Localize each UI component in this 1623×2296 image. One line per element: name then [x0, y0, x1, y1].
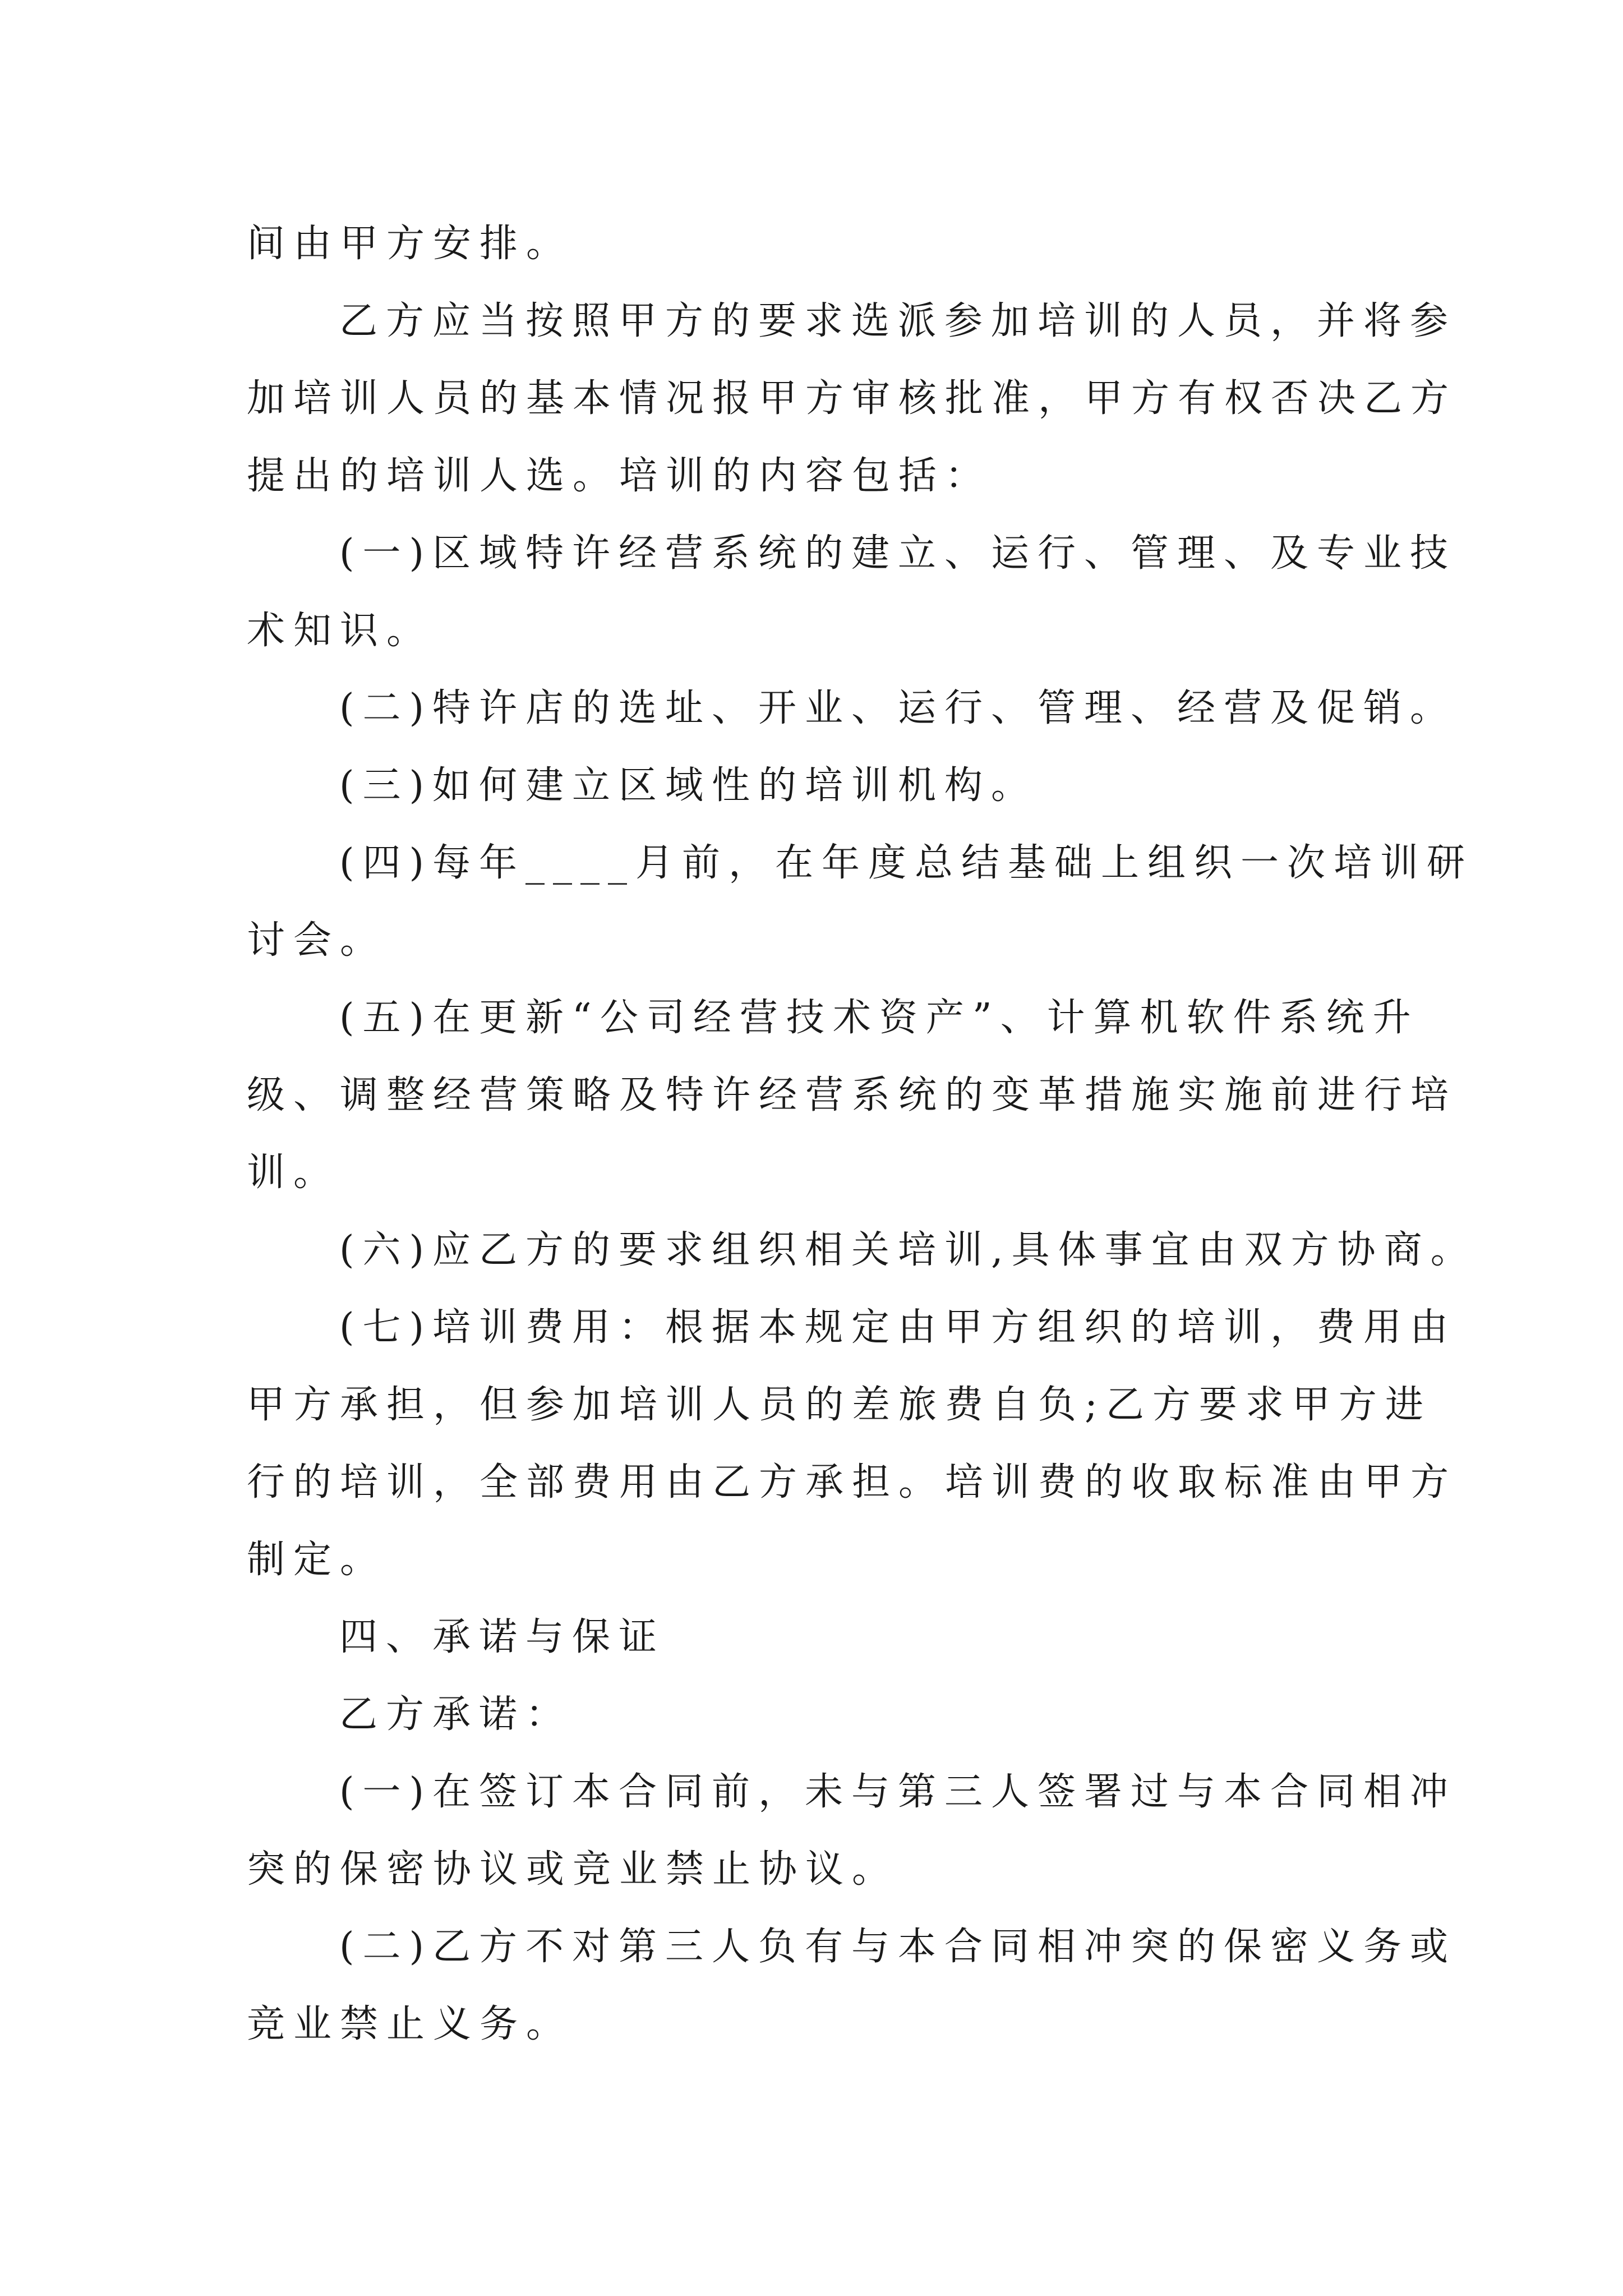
text-line: (五)在更新“公司经营技术资产”、计算机软件系统升 [339, 996, 1419, 1040]
text-line: 加培训人员的基本情况报甲方审核批准，甲方有权否决乙方 [247, 376, 1458, 421]
text-line: 竞业禁止义务。 [247, 2002, 573, 2046]
text-line: 甲方承担，但参加培训人员的差旅费自负;乙方要求甲方进 [247, 1383, 1432, 1427]
text-line: 训。 [247, 1151, 340, 1195]
text-line: 间由甲方安排。 [247, 222, 573, 266]
text-line: (六)应乙方的要求组织相关培训,具体事宜由双方协商。 [339, 1228, 1477, 1272]
text-line: (一)区域特许经营系统的建立、运行、管理、及专业技 [339, 531, 1457, 576]
text-line: (七)培训费用：根据本规定由甲方组织的培训，费用由 [339, 1305, 1457, 1350]
text-line: (一)在签订本合同前，未与第三人签署过与本合同相冲 [339, 1770, 1457, 1814]
text-line: 讨会。 [247, 918, 387, 963]
text-line: 行的培训，全部费用由乙方承担。培训费的收取标准由甲方 [247, 1460, 1458, 1504]
text-line: (四)每年____月前，在年度总结基础上组织一次培训研 [339, 841, 1474, 885]
text-line: 提出的培训人选。培训的内容包括： [247, 454, 992, 498]
text-line: 制定。 [247, 1538, 387, 1582]
text-line: 突的保密协议或竞业禁止协议。 [247, 1847, 899, 1892]
text-line: 乙方承诺： [339, 1692, 573, 1737]
text-line: 乙方应当按照甲方的要求选派参加培训的人员，并将参 [339, 299, 1457, 343]
text-line: 术知识。 [247, 609, 434, 653]
text-line: (三)如何建立区域性的培训机构。 [339, 763, 1038, 808]
section-heading: 四、承诺与保证 [339, 1615, 666, 1659]
text-line: (二)特许店的选址、开业、运行、管理、经营及促销。 [339, 686, 1457, 730]
text-line: 级、调整经营策略及特许经营系统的变革措施实施前进行培 [247, 1073, 1458, 1117]
text-line: (二)乙方不对第三人负有与本合同相冲突的保密义务或 [339, 1925, 1457, 1969]
